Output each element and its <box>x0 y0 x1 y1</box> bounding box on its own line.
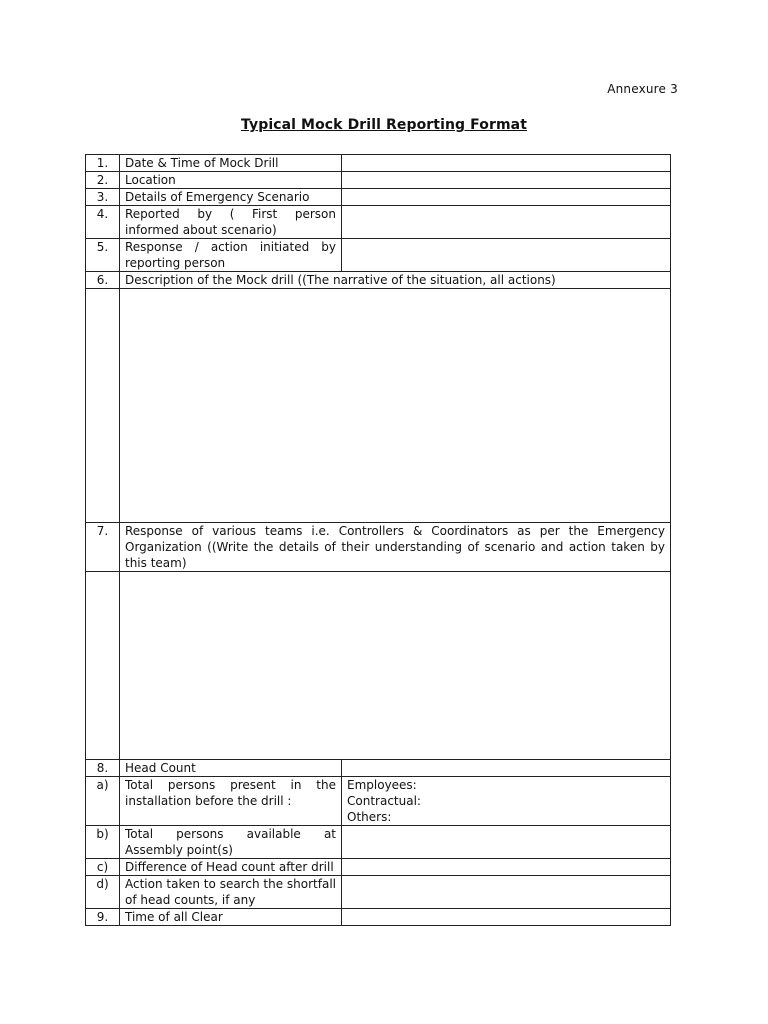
row-number: 2. <box>86 172 120 189</box>
row-label: Time of all Clear <box>120 909 342 926</box>
row-label: Total persons available at Assembly point(s) <box>120 826 342 859</box>
row-label: Total persons present in the installation before the drill : <box>120 777 342 826</box>
row-emergency-scenario <box>86 189 671 206</box>
row-team-response-area <box>86 572 671 760</box>
row-label: Date & Time of Mock Drill <box>120 155 342 172</box>
row-number: b) <box>86 826 120 859</box>
others-label: Others: <box>347 810 392 824</box>
row-number: 7. <box>86 523 120 572</box>
contractual-label: Contractual: <box>347 794 421 808</box>
head-count-difference-field[interactable] <box>342 859 671 876</box>
row-team-response-header <box>86 523 671 572</box>
row-label: Difference of Head count after drill <box>120 859 342 876</box>
row-number: 1. <box>86 155 120 172</box>
row-all-clear-time <box>86 909 671 926</box>
row-shortfall-action <box>86 876 671 909</box>
row-head-count-difference <box>86 859 671 876</box>
document-title: Typical Mock Drill Reporting Format <box>240 117 527 133</box>
row-number: d) <box>86 876 120 909</box>
row-response-action <box>86 239 671 272</box>
emergency-scenario-field[interactable] <box>342 189 671 206</box>
row-number: 6. <box>86 272 120 289</box>
row-label: Action taken to search the shortfall of head counts, if any <box>120 876 342 909</box>
head-count-field[interactable] <box>342 760 671 777</box>
row-location <box>86 172 671 189</box>
row-reported-by <box>86 206 671 239</box>
row-head-count <box>86 760 671 777</box>
location-field[interactable] <box>342 172 671 189</box>
reported-by-field[interactable] <box>342 206 671 239</box>
row-description-header <box>86 272 671 289</box>
date-time-field[interactable] <box>342 155 671 172</box>
row-label: Location <box>120 172 342 189</box>
row-number: 5. <box>86 239 120 272</box>
blank-number-cell <box>86 572 120 760</box>
blank-number-cell <box>86 289 120 523</box>
row-total-persons-present <box>86 777 671 826</box>
persons-present-field[interactable] <box>342 777 671 826</box>
row-number: 8. <box>86 760 120 777</box>
row-number: 3. <box>86 189 120 206</box>
row-number: c) <box>86 859 120 876</box>
annexure-label: Annexure 3 <box>607 82 678 96</box>
row-date-time <box>86 155 671 172</box>
employees-label: Employees: <box>347 778 417 792</box>
row-number: a) <box>86 777 120 826</box>
row-persons-at-assembly <box>86 826 671 859</box>
all-clear-time-field[interactable] <box>342 909 671 926</box>
row-label: Head Count <box>120 760 342 777</box>
description-text-area[interactable] <box>120 289 671 523</box>
row-label: Reported by ( First person informed about scenario) <box>120 206 342 239</box>
row-label: Description of the Mock drill ((The narrative of the situation, all actions) <box>120 272 671 289</box>
row-label: Response / action initiated by reporting person <box>120 239 342 272</box>
row-number: 9. <box>86 909 120 926</box>
team-response-text-area[interactable] <box>120 572 671 760</box>
row-label: Details of Emergency Scenario <box>120 189 342 206</box>
row-description-area <box>86 289 671 523</box>
row-label: Response of various teams i.e. Controllers & Coordinators as per the Emergency Organization ((Write the details of their understanding of scenario and action taken by this team) <box>120 523 671 572</box>
shortfall-action-field[interactable] <box>342 876 671 909</box>
row-number: 4. <box>86 206 120 239</box>
mock-drill-report-table <box>85 154 671 926</box>
persons-at-assembly-field[interactable] <box>342 826 671 859</box>
response-action-field[interactable] <box>342 239 671 272</box>
